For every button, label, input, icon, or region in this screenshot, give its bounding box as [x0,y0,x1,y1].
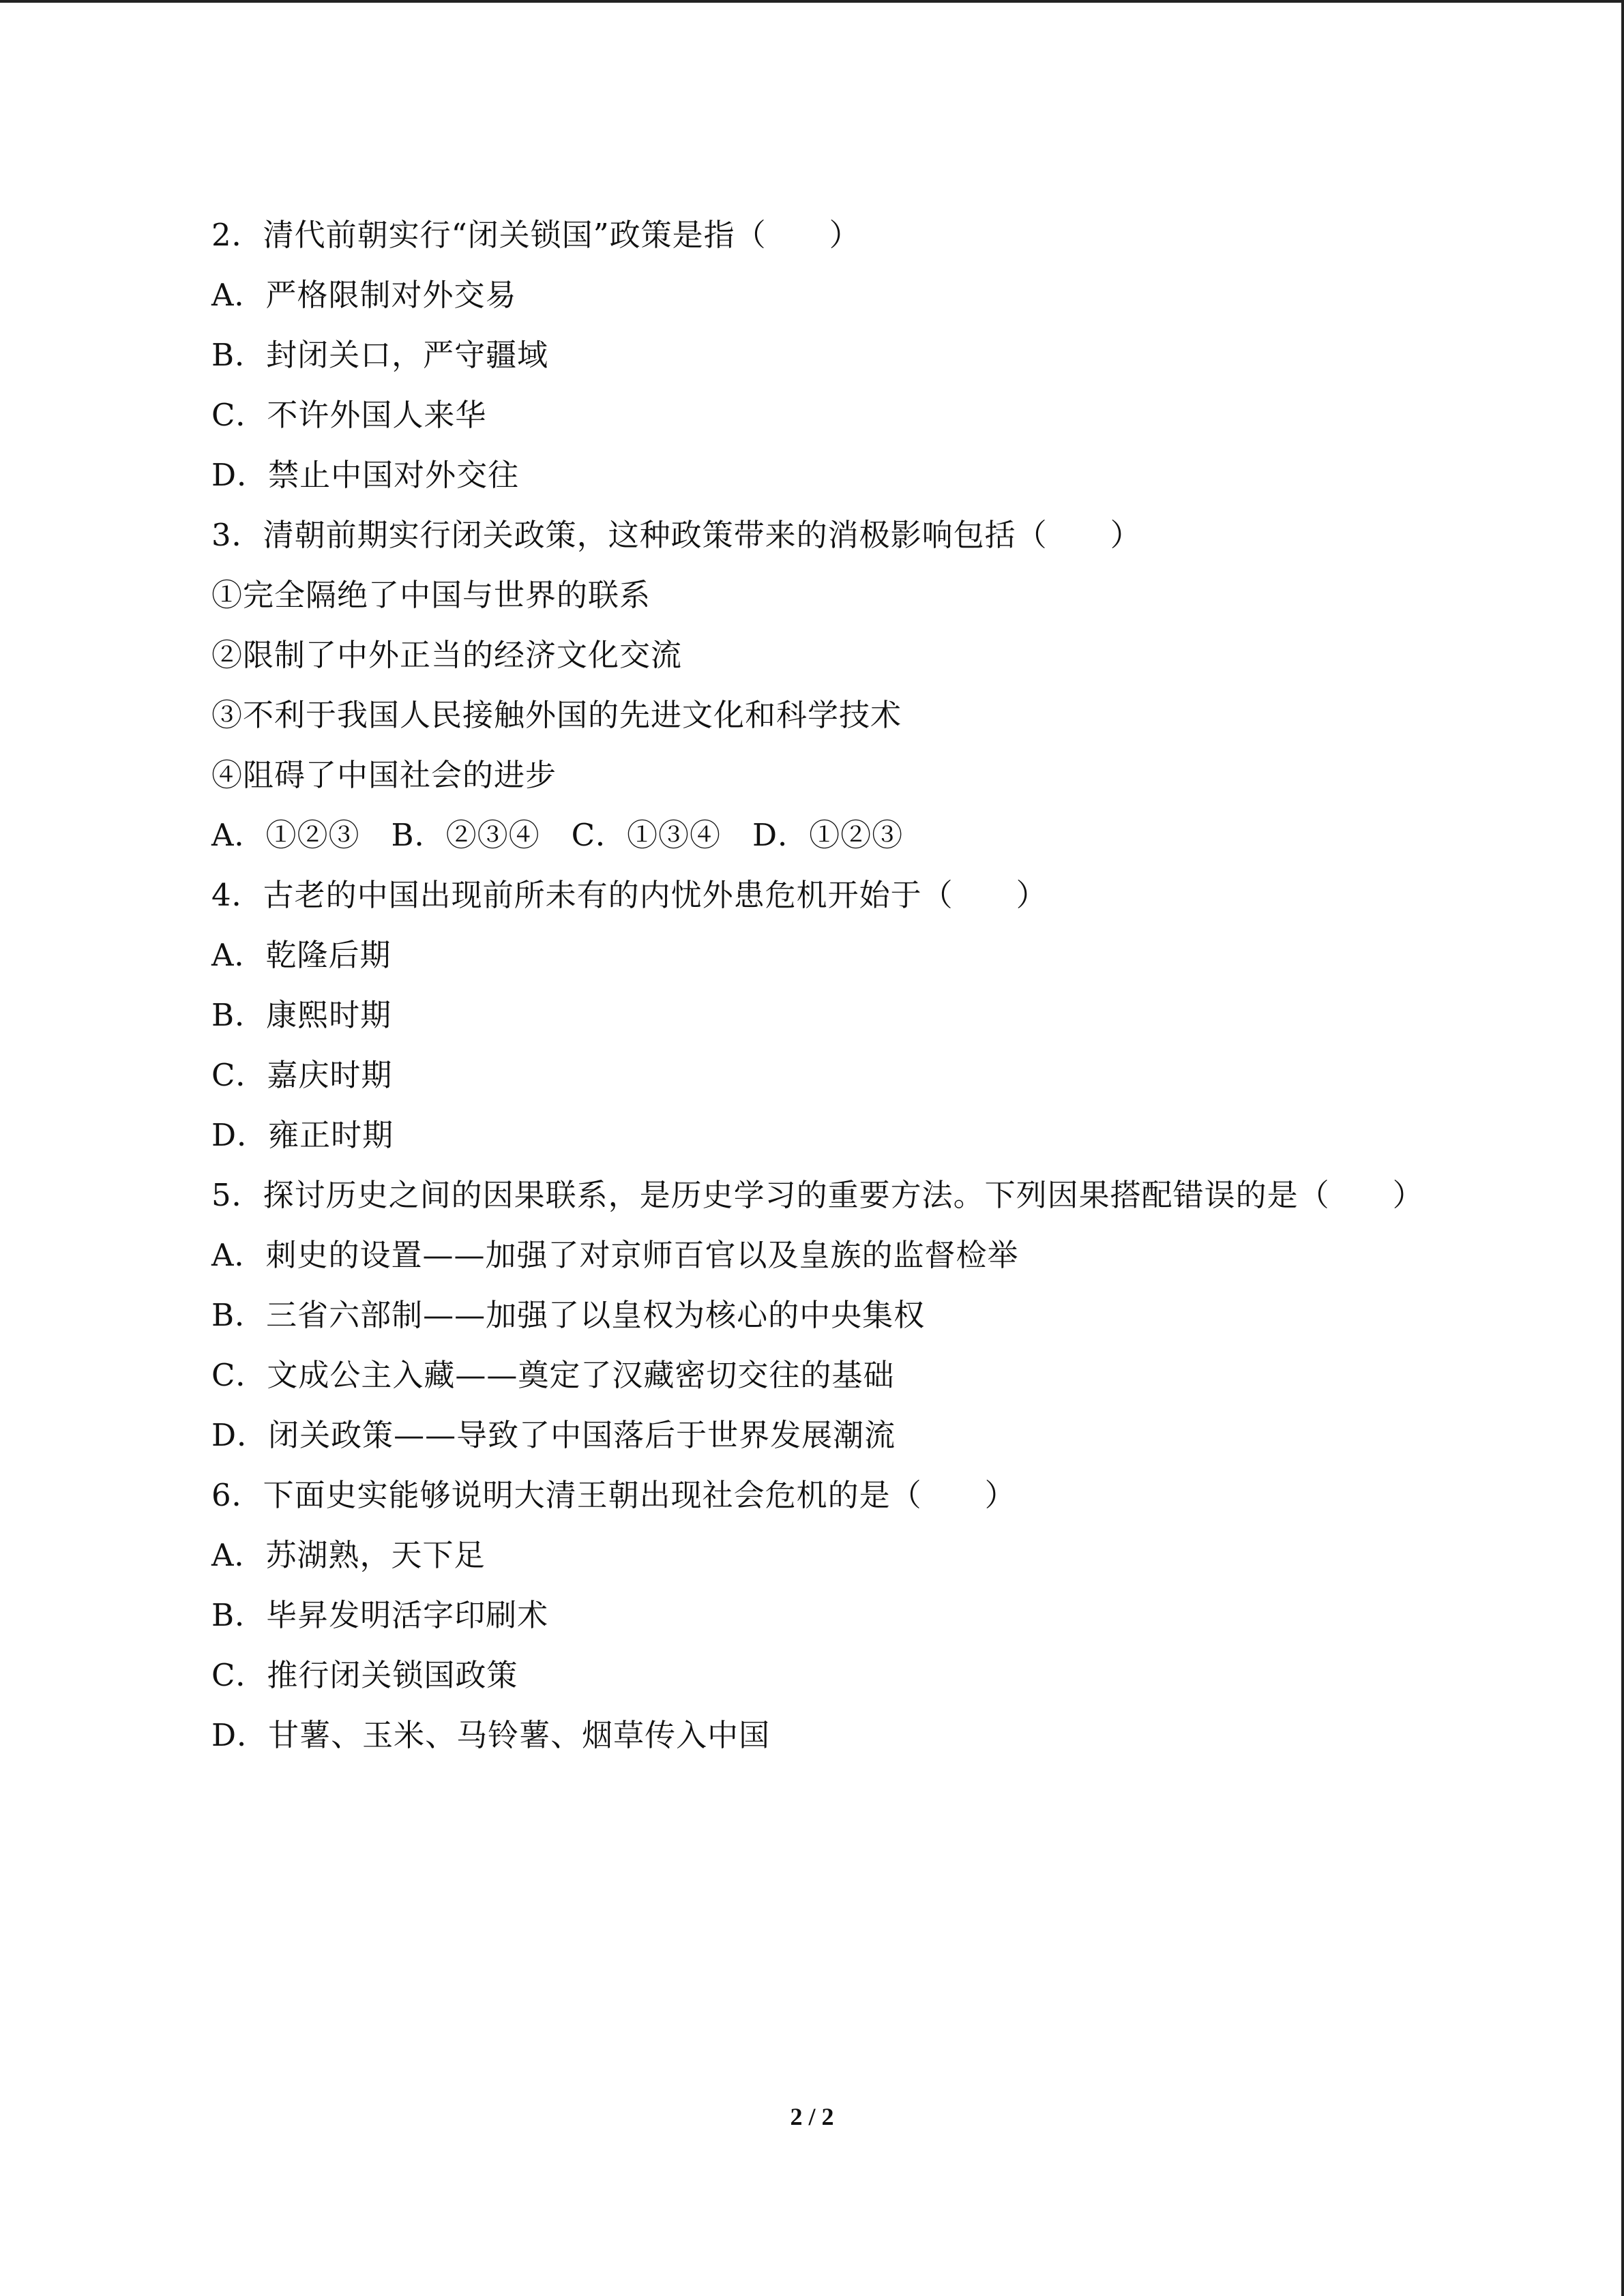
question-stem: 4．古老的中国出现前所未有的内忧外患危机开始于（ ） [211,877,1048,913]
answer-option-d: D．禁止中国对外交往 [211,457,520,493]
answer-options-line: A．①②③ B．②③④ C．①③④ D．①②③ [211,817,904,853]
question-stem: 6．下面史实能够说明大清王朝出现社会危机的是（ ） [211,1477,1016,1513]
answer-option-b: B．毕昇发明活字印刷术 [211,1597,549,1633]
answer-option-c: C．嘉庆时期 [211,1057,393,1093]
statement-2: ②限制了中外正当的经济文化交流 [211,637,683,673]
answer-option-d: D．雍正时期 [211,1117,394,1153]
answer-option-c: C．不许外国人来华 [211,397,487,433]
answer-option-a: A．苏湖熟，天下足 [211,1537,486,1573]
question-list [211,213,1507,1773]
answer-option-d: D．闭关政策——导致了中国落后于世界发展潮流 [211,1417,896,1453]
answer-option-a: A．严格限制对外交易 [211,277,517,313]
statement-1: ①完全隔绝了中国与世界的联系 [211,577,651,613]
question-5 [211,1173,1507,1473]
question-4 [211,873,1507,1173]
page-number: 2 / 2 [790,2103,834,2130]
question-stem: 3．清朝前期实行闭关政策，这种政策带来的消极影响包括（ ） [211,517,1142,553]
question-2 [211,213,1507,513]
statement-4: ④阻碍了中国社会的进步 [211,757,557,793]
question-stem: 5．探讨历史之间的因果联系，是历史学习的重要方法。下列因果搭配错误的是（ ） [211,1177,1424,1213]
question-stem: 2．清代前朝实行“闭关锁国”政策是指（ ） [211,217,861,253]
page-border-top [0,0,1624,3]
question-3 [211,513,1507,873]
answer-option-c: C．文成公主入藏——奠定了汉藏密切交往的基础 [211,1357,895,1393]
answer-option-b: B．康熙时期 [211,997,392,1033]
answer-option-b: B．三省六部制——加强了以皇权为核心的中央集权 [211,1297,926,1333]
answer-option-a: A．乾隆后期 [211,937,392,973]
answer-option-c: C．推行闭关锁国政策 [211,1657,518,1693]
statement-3: ③不利于我国人民接触外国的先进文化和科学技术 [211,697,902,733]
answer-option-a: A．刺史的设置——加强了对京师百官以及皇族的监督检举 [211,1237,1019,1273]
answer-option-b: B．封闭关口，严守疆域 [211,337,549,373]
question-6 [211,1473,1507,1773]
answer-option-d: D．甘薯、玉米、马铃薯、烟草传入中国 [211,1717,771,1753]
page-border-right [1621,0,1624,2296]
